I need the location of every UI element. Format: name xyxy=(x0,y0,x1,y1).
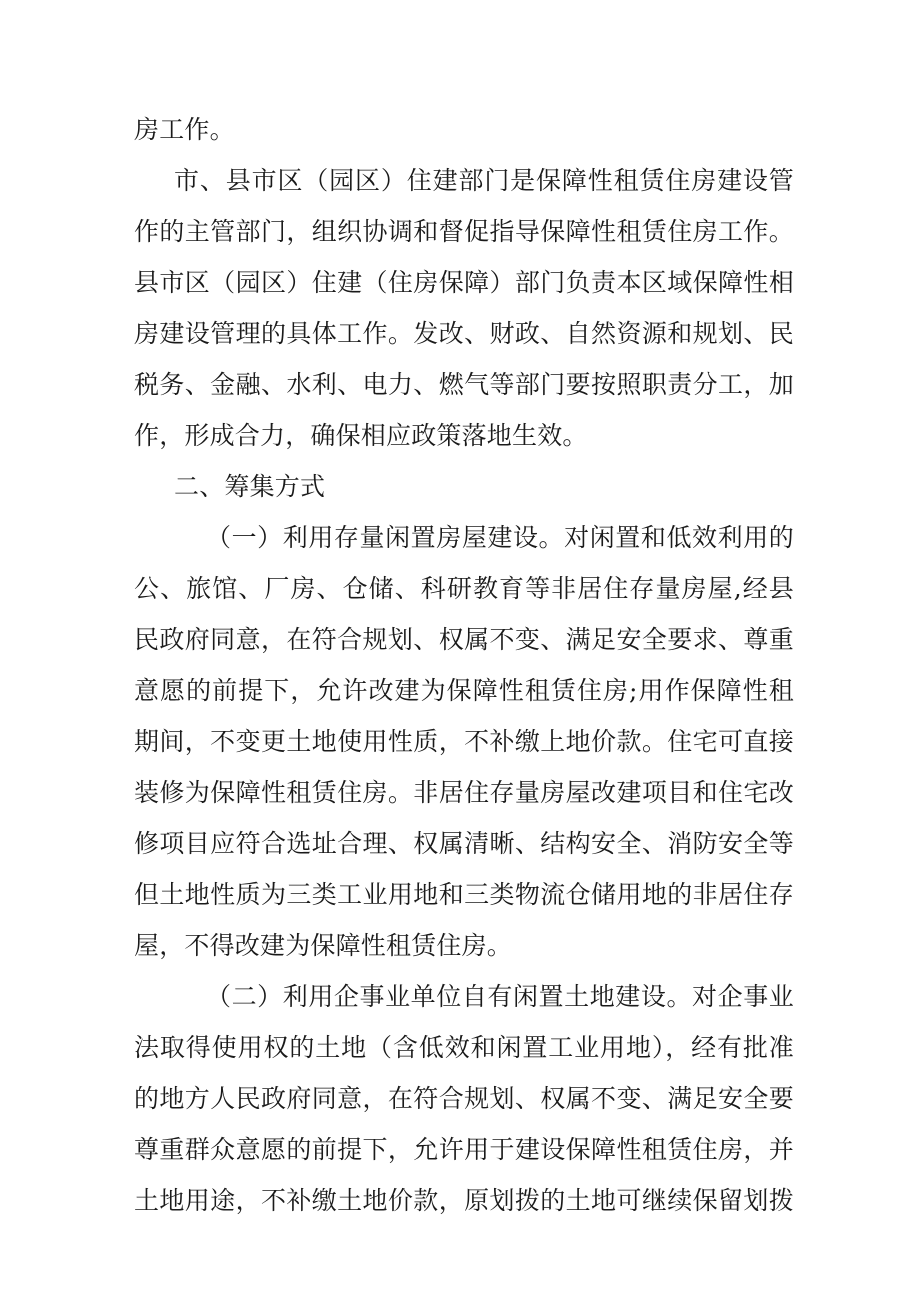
text-line: 作的主管部门，组织协调和督促指导保障性租赁住房工作。 xyxy=(134,217,794,246)
document-body xyxy=(134,104,794,1226)
text-line: 但土地性质为三类工业用地和三类物流仓储用地的非居住存 xyxy=(134,880,794,909)
text-line: 作，形成合力，确保相应政策落地生效。 xyxy=(134,421,588,450)
text-line: 房建设管理的具体工作。发改、财政、自然资源和规划、民 xyxy=(134,319,794,348)
text-line: 公、旅馆、厂房、仓储、科研教育等非居住存量房屋,经县 xyxy=(134,574,794,603)
paragraph-first-line: （一）利用存量闲置房屋建设。对闲置和低效利用的 xyxy=(206,523,794,552)
text-line: 期间，不变更土地使用性质，不补缴上地价款。住宅可直接 xyxy=(134,727,794,756)
text-line: 意愿的前提下，允许改建为保障性租赁住房;用作保障性租 xyxy=(134,676,794,705)
text-line: 屋，不得改建为保障性租赁住房。 xyxy=(134,931,513,960)
text-line: 土地用途，不补缴土地价款，原划拨的土地可继续保留划拨 xyxy=(134,1186,794,1215)
text-line: 县市区（园区）住建（住房保障）部门负责本区域保障性相 xyxy=(134,268,794,297)
text-line: 尊重群众意愿的前提下，允许用于建设保障性租赁住房，并 xyxy=(134,1135,794,1164)
text-line: 房工作。 xyxy=(134,115,235,144)
text-line: 装修为保障性租赁住房。非居住存量房屋改建项目和住宅改 xyxy=(134,778,794,807)
text-line: 法取得使用权的土地（含低效和闲置工业用地），经有批准 xyxy=(134,1033,794,1062)
text-line: 税务、金融、水利、电力、燃气等部门要按照职责分工，加 xyxy=(134,370,794,399)
paragraph-first-line: 市、县市区（园区）住建部门是保障性租赁住房建设管 xyxy=(174,166,794,195)
section-heading: 二、筹集方式 xyxy=(174,472,326,501)
text-line: 修项目应符合选址合理、权属清晰、结构安全、消防安全等 xyxy=(134,829,794,858)
text-line: 的地方人民政府同意，在符合规划、权属不变、满足安全要 xyxy=(134,1084,794,1113)
paragraph-first-line: （二）利用企事业单位自有闲置土地建设。对企事业 xyxy=(206,982,794,1011)
text-line: 民政府同意，在符合规划、权属不变、满足安全要求、尊重 xyxy=(134,625,794,654)
